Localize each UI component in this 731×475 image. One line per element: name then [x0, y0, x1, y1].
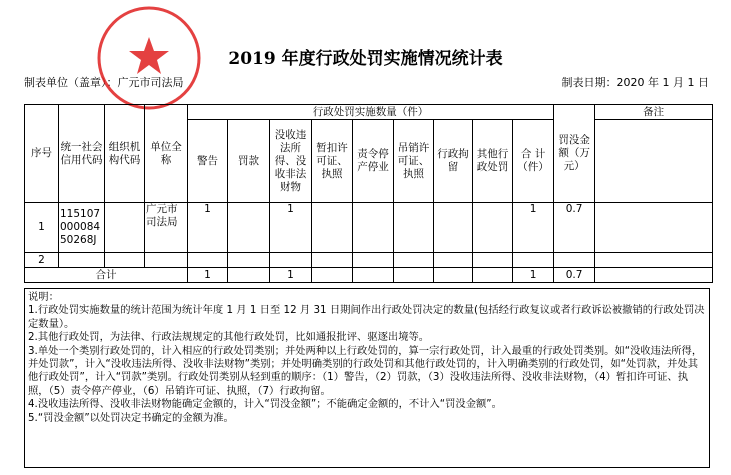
table-row	[25, 253, 713, 268]
note-item: 3.单处一个类别行政处罚的，计入相应的行政处罚类别；并处两种以上行政处罚的，算一宗行政处罚，计入最重的行政处罚类别。如“没收违法所得，并处罚款”，计入“没收违法所得、没收非法财物”类别；并处明确类别的行政处罚和其他行政处罚的，计入明确类别的行政处罚，如“处罚款，并处其他行政处罚”，计入“罚款”类别。行政处罚类别从轻到重的顺序：（1）警告，（2）罚款，（3）没收违法所得、没收非法财物，（4）暂扣许可证、执照，（5）责令停产停业，（6）吊销许可证、执照，（7）行政拘留。	[28, 344, 703, 397]
seal-graphic	[99, 8, 199, 108]
note-item: 5.“罚没金额”以处罚决定书确定的金额为准。	[28, 411, 234, 424]
empty-cell	[595, 253, 713, 268]
empty-cell	[105, 253, 145, 268]
cell-total: 1	[513, 203, 554, 253]
header-other: 其他行政处罚	[473, 120, 513, 203]
unit-label: 制表单位（盖章）：	[24, 76, 118, 89]
cell-confiscate: 1	[270, 203, 312, 253]
header-seq: 序号	[25, 105, 59, 203]
cell-unit-name: 广元市司法局	[145, 203, 188, 253]
empty-cell	[394, 253, 434, 268]
empty-cell	[270, 253, 312, 268]
header-warning: 警告	[188, 120, 228, 203]
cell-detention	[434, 203, 473, 253]
note-item: 1.行政处罚实施数量的统计范围为统计年度 1 月 1 日至 12 月 31 日期间作出行政处罚决定的数量(包括经行政复议或者行政诉讼被撤销的行政处罚决定数量）。	[28, 304, 705, 330]
cell-suspend-license	[312, 203, 353, 253]
empty-cell	[353, 268, 394, 283]
notes-section	[24, 288, 710, 468]
header-confiscation-amount: 罚没金额（万元）	[554, 105, 595, 203]
cell-credit-code: 11510700008450268J	[59, 203, 105, 253]
empty-cell	[145, 253, 188, 268]
empty-cell	[59, 253, 105, 268]
cell-warning: 1	[188, 203, 228, 253]
empty-cell	[595, 268, 713, 283]
header-confiscate: 没收违法所得、没收非法财物	[270, 120, 312, 203]
header-detention: 行政拘留	[434, 120, 473, 203]
header-credit-code: 统一社会信用代码	[59, 105, 105, 203]
cell-org-code	[105, 203, 145, 253]
empty-cell	[228, 268, 270, 283]
official-seal-stamp	[94, 3, 204, 113]
table-row	[25, 203, 713, 253]
empty-cell	[228, 253, 270, 268]
cell-other	[473, 203, 513, 253]
cell-fine	[228, 203, 270, 253]
empty-cell	[434, 253, 473, 268]
empty-cell	[434, 268, 473, 283]
header-penalty-group: 行政处罚实施数量（件）	[188, 105, 554, 120]
empty-cell	[353, 253, 394, 268]
total-amount: 0.7	[554, 268, 595, 283]
unit-value: 广元市司法局	[117, 76, 184, 89]
statistics-table	[24, 104, 713, 283]
header-suspend-license: 暂扣许可证、执照	[312, 120, 353, 203]
header-total: 合 计（件）	[513, 120, 554, 203]
cell-stop-business	[353, 203, 394, 253]
cell-seq: 1	[25, 203, 59, 253]
header-remark-blank	[595, 120, 713, 203]
header-stop-business: 责令停产停业	[353, 120, 394, 203]
empty-cell	[473, 253, 513, 268]
total-count: 1	[513, 268, 554, 283]
total-row	[25, 268, 713, 283]
header-fine: 罚款	[228, 120, 270, 203]
header-unit-name: 单位全称	[145, 105, 188, 203]
empty-cell	[312, 253, 353, 268]
total-label: 合计	[25, 268, 188, 283]
cell-seq: 2	[25, 253, 59, 268]
note-item: 2.其他行政处罚，为法律、行政法规规定的其他行政处罚，比如通报批评、驱逐出境等。	[28, 331, 430, 344]
header-remark: 备注	[595, 105, 713, 120]
cell-revoke-license	[394, 203, 434, 253]
empty-cell	[554, 253, 595, 268]
note-item: 4.没收违法所得、没收非法财物能确定金额的，计入“罚没金额”；不能确定金额的，不计入“罚没金额”。	[28, 398, 502, 411]
empty-cell	[394, 268, 434, 283]
date-line: 制表日期：2020 年 1 月 1 日	[561, 76, 709, 89]
empty-cell	[473, 268, 513, 283]
total-confiscate: 1	[270, 268, 312, 283]
cell-amount: 0.7	[554, 203, 595, 253]
empty-cell	[312, 268, 353, 283]
header-org-code: 组织机构代码	[105, 105, 145, 203]
notes-heading: 说明：	[28, 291, 59, 303]
header-revoke-license: 吊销许可证、执照	[394, 120, 434, 203]
total-warning: 1	[188, 268, 228, 283]
page-title: 2019 年度行政处罚实施情况统计表	[228, 49, 503, 69]
empty-cell	[188, 253, 228, 268]
cell-remark	[595, 203, 713, 253]
empty-cell	[513, 253, 554, 268]
